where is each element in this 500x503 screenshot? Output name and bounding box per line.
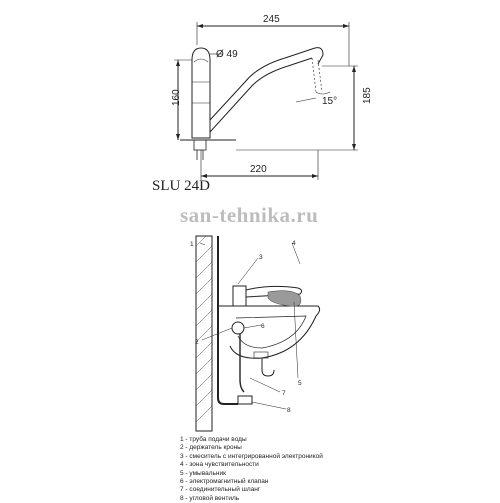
legend-item: 4 - зона чувствительности <box>180 461 259 469</box>
callout-1: 1 <box>190 241 194 248</box>
callout-7: 7 <box>282 390 286 397</box>
angle-valve <box>238 396 252 404</box>
callout-8: 8 <box>287 407 291 414</box>
legend <box>180 436 323 503</box>
wall <box>196 236 212 431</box>
watermark: san-tehnika.ru <box>180 203 319 227</box>
legend-item: 8 - угловой вентиль <box>180 494 240 502</box>
dim-diameter-label: Ø 49 <box>216 49 238 60</box>
legend-item: 5 - умывальник <box>180 469 226 477</box>
legend-item: 1 - труба подачи воды <box>180 436 247 443</box>
dim-total-height-label: 185 <box>362 87 373 104</box>
callout-6: 6 <box>261 323 265 330</box>
legend-item: 6 - электромагнитный клапан <box>180 478 269 486</box>
callout-5: 5 <box>298 380 302 387</box>
legend-item: 7 - соединительный шланг <box>180 486 261 494</box>
model-name: SLU 24D <box>152 178 210 194</box>
solenoid-valve <box>232 322 244 334</box>
mixer-faucet <box>233 286 246 306</box>
dim-angle-label: 15° <box>322 96 338 107</box>
dim-body-height-label: 160 <box>171 89 182 106</box>
callout-3: 3 <box>259 254 263 261</box>
legend-item: 2 - держатель кроны <box>180 444 242 452</box>
dim-width-label: 245 <box>263 14 280 25</box>
installation-schematic <box>196 236 320 431</box>
sensitivity-zone <box>268 291 301 307</box>
water-supply-pipe <box>218 236 238 404</box>
legend-item: 3 - смеситель с интегрированной электроникой <box>180 452 323 460</box>
dim-reach-label: 220 <box>250 164 267 175</box>
callout-4: 4 <box>292 240 296 247</box>
callout-2: 2 <box>195 339 199 346</box>
siphon <box>262 358 274 376</box>
